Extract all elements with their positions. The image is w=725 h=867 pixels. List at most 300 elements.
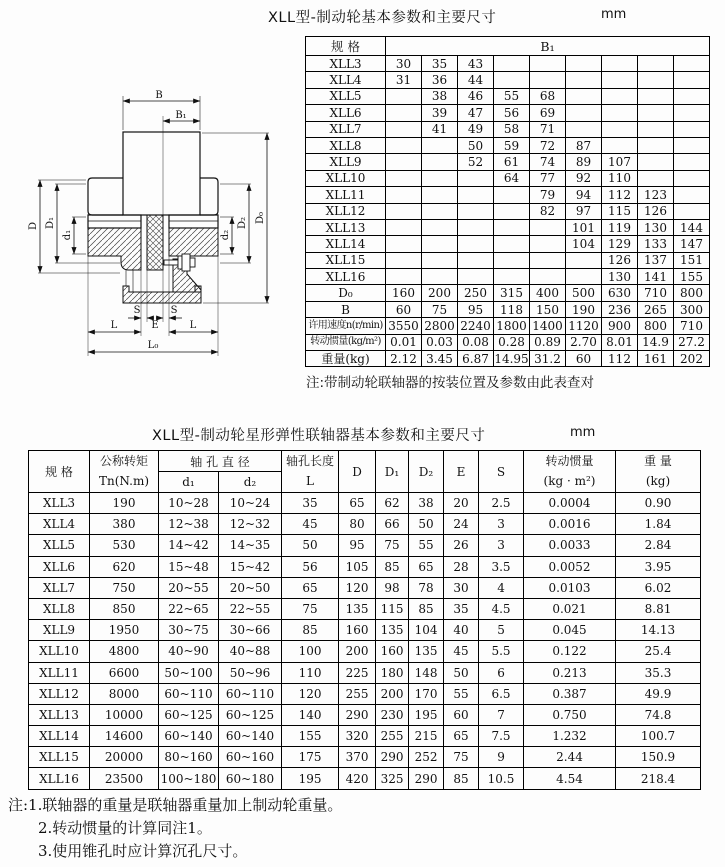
table-row [29,641,701,662]
dim-label-L0: L₀ [147,340,159,351]
dim-label-D2: D₂ [237,216,248,230]
cell: 85 [444,768,479,789]
cell: 60~140 [159,726,219,747]
cell: 290 [376,747,409,768]
cell: 218.4 [616,768,701,789]
cell: 10~28 [159,493,219,514]
cell: 50~96 [219,662,282,683]
cell: 69 [530,105,566,121]
cell [458,269,494,285]
table-row [306,187,710,203]
cell: 66 [376,514,409,535]
dim-label-E: E [151,320,159,331]
table2-header-inertia [524,451,616,493]
cell: 7.5 [479,726,524,747]
cell [638,72,674,88]
cell [386,269,422,285]
cell: 0.0016 [524,514,616,535]
cell: 4.5 [479,598,524,619]
unit-label-mm-1: mm [601,7,627,22]
row-label: XLL6 [29,556,90,577]
cell: 133 [638,236,674,252]
cell [530,72,566,88]
cell: 115 [602,203,638,219]
cell: 110 [282,662,339,683]
cell: 74.8 [616,704,701,725]
cell: 252 [409,747,444,768]
cell [494,236,530,252]
cell: 225 [339,662,376,683]
row-label: XLL15 [29,747,90,768]
cell: 10~24 [219,493,282,514]
cell [422,219,458,235]
cell: 50 [458,137,494,153]
cell: 1950 [90,620,159,641]
table-row [306,252,710,268]
cell: 2240 [458,318,494,334]
table-row [29,556,701,577]
cell: 620 [90,556,159,577]
table-row [29,620,701,641]
table-row [29,768,701,789]
table2-header-length [282,451,339,493]
cell: 148 [409,662,444,683]
cell: 255 [376,726,409,747]
cell: 79 [530,187,566,203]
cell: 28 [444,556,479,577]
cell: 160 [386,285,422,301]
extension-lines [38,96,269,303]
cell: 3 [479,535,524,556]
table2-header-spec: 规 格 [29,451,90,493]
cell [494,219,530,235]
cell: 141 [638,269,674,285]
row-label: XLL8 [29,598,90,619]
cell: 195 [282,768,339,789]
cell [638,154,674,170]
cell: 60~140 [219,726,282,747]
cell [530,236,566,252]
table1-note: 注:带制动轮联轴器的按装位置及参数由此表查对 [306,375,595,391]
row-label: XLL8 [306,137,386,153]
cell: 60~125 [159,704,219,725]
cell: 60 [386,301,422,317]
cell: 130 [602,269,638,285]
cell [602,88,638,104]
cell [638,121,674,137]
table-row [306,56,710,72]
cell [602,137,638,153]
cell: 15~42 [219,556,282,577]
cell: 320 [339,726,376,747]
table2-header-E: E [444,451,479,493]
dim-label-D: D [28,221,39,231]
cell: 20 [444,493,479,514]
cell: 89 [566,154,602,170]
cell: 1800 [494,318,530,334]
cell [386,105,422,121]
table1-header-spec: 规 格 [306,37,386,56]
cell [386,219,422,235]
cell: 39 [422,105,458,121]
cell: 100 [282,641,339,662]
cell [422,137,458,153]
bolt [164,254,195,271]
cell: 129 [602,236,638,252]
cell [494,203,530,219]
cell: 12~32 [219,514,282,535]
cell: 52 [458,154,494,170]
cell: 6.02 [616,577,701,598]
weight-label-cn: 重 量 [644,454,672,469]
table-row [306,334,710,350]
cell: 55 [444,683,479,704]
row-label: B [306,301,386,317]
cell: 135 [339,598,376,619]
footnote-3: 3.使用锥孔时应计算沉孔尺寸。 [38,842,248,860]
cell [566,269,602,285]
cell: 60~125 [219,704,282,725]
cell [602,72,638,88]
cell: 126 [602,252,638,268]
table2-body [29,493,701,790]
cell [494,72,530,88]
cell: 35 [422,56,458,72]
table1-header-row [306,37,710,56]
cell: 170 [409,683,444,704]
cell: 26 [444,535,479,556]
dim-label-D0: D₀ [255,211,266,225]
cell: 40~88 [219,641,282,662]
table2-header-D1: D₁ [376,451,409,493]
cell: 230 [376,704,409,725]
table-row [29,726,701,747]
cell: 300 [674,301,710,317]
cell: 35 [282,493,339,514]
cell: 60~180 [219,768,282,789]
cell: 370 [339,747,376,768]
row-label: XLL5 [306,88,386,104]
cell: 85 [409,598,444,619]
torque-label-cn: 公称转矩 [99,454,148,469]
table2-header-torque [90,451,159,493]
cell: 265 [638,301,674,317]
cell [494,187,530,203]
cell: 140 [282,704,339,725]
row-label: XLL16 [306,269,386,285]
row-label: XLL11 [29,662,90,683]
cell: 8000 [90,683,159,704]
row-label: XLL13 [29,704,90,725]
row-label: 重量(kg) [306,351,386,367]
cell: 14600 [90,726,159,747]
table-row [306,219,710,235]
cell: 40~90 [159,641,219,662]
cell: 97 [566,203,602,219]
cell: 195 [409,704,444,725]
cell: 0.0004 [524,493,616,514]
row-label: XLL12 [306,203,386,219]
row-label: XLL9 [306,154,386,170]
cell [422,203,458,219]
cell: 50 [444,662,479,683]
cell: 105 [339,556,376,577]
cell [422,187,458,203]
cell [494,269,530,285]
cell: 190 [566,301,602,317]
cell: 325 [376,768,409,789]
row-label: XLL12 [29,683,90,704]
cell [638,170,674,186]
cell: 24 [444,514,479,535]
cell: 630 [602,285,638,301]
cell: 130 [638,219,674,235]
table2-header-bore: 轴 孔 直 径 [159,451,282,472]
cell: 135 [376,620,409,641]
cell [422,170,458,186]
table-row [306,121,710,137]
cell: 95 [339,535,376,556]
cell [386,236,422,252]
cell: 150.9 [616,747,701,768]
cell: 115 [376,598,409,619]
cell: 135 [409,641,444,662]
cell: 82 [530,203,566,219]
cell: 35.3 [616,662,701,683]
table-row [29,704,701,725]
cell: 14.13 [616,620,701,641]
cell: 500 [566,285,602,301]
row-label: XLL4 [29,514,90,535]
cell: 45 [444,641,479,662]
cell [602,56,638,72]
table2-header-D: D [339,451,376,493]
cell: 59 [494,137,530,153]
row-label: XLL11 [306,187,386,203]
cell: 2.44 [524,747,616,768]
cell: 14.95 [494,351,529,366]
row-label: XLL3 [29,493,90,514]
cell: 14~35 [219,535,282,556]
cell: 60~160 [219,747,282,768]
cell [638,137,674,153]
cell: 119 [602,219,638,235]
cell: 55 [409,535,444,556]
cell [566,252,602,268]
cell: 250 [458,285,494,301]
cell: 800 [674,285,710,301]
table-row [29,683,701,704]
table-row [29,662,701,683]
cell: 87 [566,137,602,153]
cell: 60 [444,704,479,725]
table-row [306,203,710,219]
table-row [29,577,701,598]
cell: 50 [282,535,339,556]
cell: 290 [409,768,444,789]
cell: 6600 [90,662,159,683]
cell: 20~55 [159,577,219,598]
cell: 10000 [90,704,159,725]
cell: 161 [638,351,674,367]
row-label: D₀ [306,285,386,301]
cell: 0.122 [524,641,616,662]
dim-label-D1: D₁ [45,216,56,230]
cell: 60 [566,351,602,367]
cell [638,88,674,104]
cell: 38 [409,493,444,514]
cell: 200 [376,683,409,704]
cell: 65 [282,577,339,598]
cell: 68 [530,88,566,104]
dim-label-d2: d₂ [220,229,231,241]
table2-header-weight [616,451,701,493]
table-row [29,598,701,619]
cell: 120 [339,577,376,598]
cell [602,105,638,121]
table-row [306,301,710,317]
cell [386,154,422,170]
cell [458,203,494,219]
cell: 8.81 [616,598,701,619]
page-title-brake-wheel: XLL型-制动轮基本参数和主要尺寸 [268,10,497,26]
cell: 315 [494,285,530,301]
row-label: XLL14 [306,236,386,252]
cell: 44 [458,72,494,88]
table-row [306,351,710,367]
cell: 5 [479,620,524,641]
cell [458,170,494,186]
length-label-cn: 轴孔长度 [286,454,335,469]
cell: 101 [566,219,602,235]
table-row [29,493,701,514]
dim-label-B: B [155,90,163,101]
cell: 6.87 [458,351,494,367]
table-row [306,269,710,285]
brake-wheel-table [305,36,710,367]
table-row [306,137,710,153]
cell [638,56,674,72]
cell: 92 [566,170,602,186]
star-coupling-table [28,450,701,790]
cell [566,56,602,72]
cell [602,121,638,137]
cell: 151 [674,252,710,268]
cell [674,88,710,104]
table-row [306,170,710,186]
brake-wheel-outline [88,132,218,228]
cell: 85 [282,620,339,641]
cell: 62 [376,493,409,514]
table2-header-D2: D₂ [409,451,444,493]
cell: 0.045 [524,620,616,641]
cell [422,252,458,268]
cell: 202 [674,351,710,367]
cell: 123 [638,187,674,203]
cell: 126 [638,203,674,219]
cell: 30 [444,577,479,598]
cell: 65 [339,493,376,514]
cell: 3.45 [422,351,458,367]
table2-header-row-1 [29,451,701,472]
cell [422,236,458,252]
cell: 7 [479,704,524,725]
table-row [306,318,710,334]
inertia-label-cn: 转动惯量 [545,454,594,469]
coupling-section-drawing [0,60,300,390]
cell [458,252,494,268]
cell: 6.5 [479,683,524,704]
table2-header-d1: d₁ [159,472,219,493]
cell: 750 [90,577,159,598]
cell: 75 [444,747,479,768]
weight-label-unit: (kg) [645,473,671,488]
cell: 80 [339,514,376,535]
dim-label-S-left: S [133,305,141,316]
table-row [306,236,710,252]
cell: 23500 [90,768,159,789]
cell: 2.70 [566,334,602,350]
cell: 8.01 [602,334,638,350]
table-row [29,535,701,556]
cell: 0.0033 [524,535,616,556]
cell [674,170,710,186]
cell: 12~38 [159,514,219,535]
cell: 78 [409,577,444,598]
cell: 4800 [90,641,159,662]
cell: 58 [494,121,530,137]
cell: 3550 [386,318,422,334]
cell: 55 [494,88,530,104]
cell [566,121,602,137]
row-label: XLL10 [29,641,90,662]
cell: 60~110 [219,683,282,704]
cell: 155 [282,726,339,747]
cell [674,203,710,219]
cell [458,219,494,235]
cell [386,170,422,186]
cell: 0.387 [524,683,616,704]
cell: 4 [479,577,524,598]
cell: 71 [530,121,566,137]
cell: 65 [409,556,444,577]
cell: 0.0052 [524,556,616,577]
footnote-2: 2.转动惯量的计算同注1。 [38,819,212,837]
cell: 0.021 [524,598,616,619]
cell: 290 [339,704,376,725]
cell: 36 [422,72,458,88]
cell [674,154,710,170]
row-label: XLL9 [29,620,90,641]
cell [386,203,422,219]
cell: 14~42 [159,535,219,556]
cell: 850 [90,598,159,619]
cell: 0.89 [530,334,566,350]
dim-label-d1: d₁ [62,229,73,241]
row-label: XLL16 [29,768,90,789]
dim-label-B1: B₁ [175,110,187,121]
cell: 420 [339,768,376,789]
cell: 77 [530,170,566,186]
cell: 175 [282,747,339,768]
cell [530,219,566,235]
cell [530,56,566,72]
table-row [29,747,701,768]
row-label: XLL5 [29,535,90,556]
page-title-star-coupling: XLL型-制动轮星形弹性联轴器基本参数和主要尺寸 [152,428,486,444]
cell: 0.01 [386,334,422,350]
cell: 0.90 [616,493,701,514]
